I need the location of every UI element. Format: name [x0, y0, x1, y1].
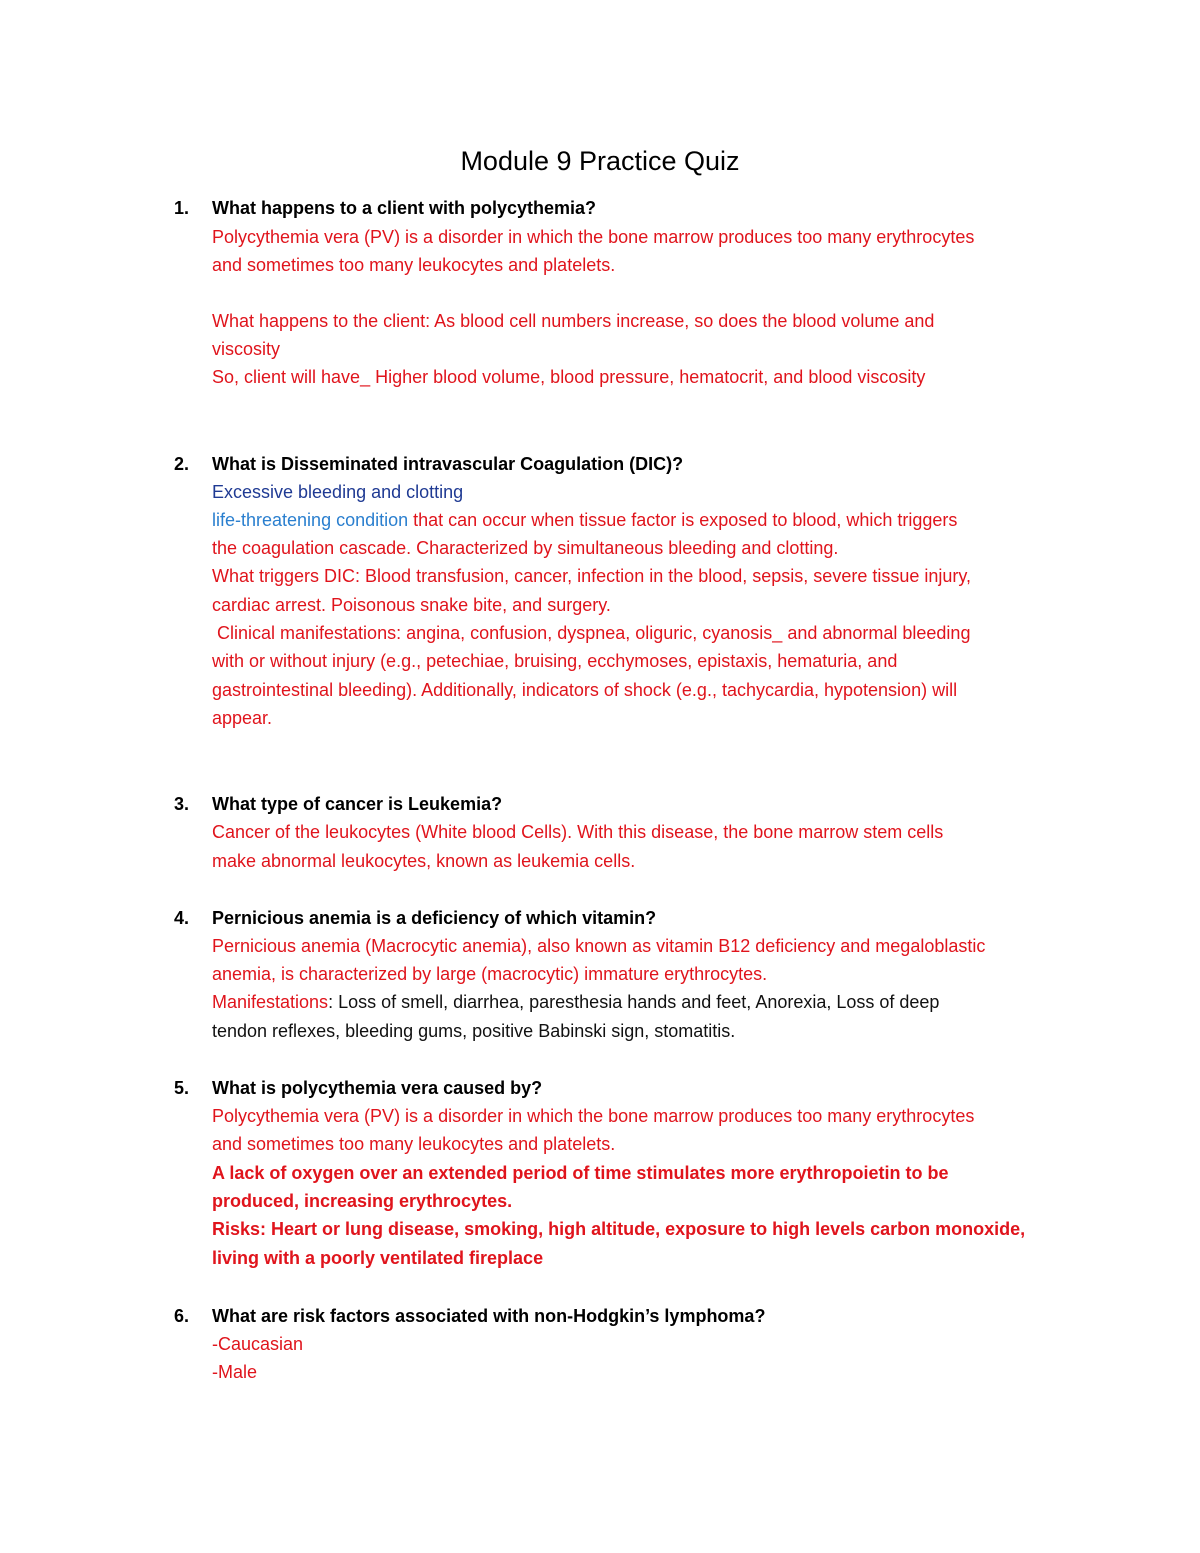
question-text: What are risk factors associated with non-Hodgkin’s lymphoma? [212, 1306, 766, 1326]
answer-line: Cancer of the leukocytes (White blood Cells). With this disease, the bone marrow stem cells [212, 822, 944, 842]
answer-line: A lack of oxygen over an extended period of time stimulates more erythropoietin to be [212, 1163, 949, 1183]
question-text: What is polycythemia vera caused by? [212, 1078, 543, 1098]
answer-line: with or without injury (e.g., petechiae, bruising, ecchymoses, epistaxis, hematuria, and [212, 651, 898, 671]
answer-continuation: : Loss of smell, diarrhea, paresthesia hands and feet, Anorexia, Loss of deep [328, 992, 940, 1012]
answer-label: Manifestations [212, 992, 329, 1012]
answer-continuation: that can occur when tissue factor is exposed to blood, which triggers [408, 510, 958, 530]
answer-line: Pernicious anemia (Macrocytic anemia), also known as vitamin B12 deficiency and megaloblastic [212, 936, 986, 956]
question-text: What happens to a client with polycythemia? [212, 198, 597, 218]
answer-line: -Caucasian [212, 1334, 304, 1354]
answer-line-mixed [212, 506, 1112, 534]
answer-line: What happens to the client: As blood cell numbers increase, so does the blood volume and [212, 311, 935, 331]
question-number: 6. [174, 1306, 190, 1326]
answer-line: appear. [212, 708, 273, 728]
answer-line: viscosity [212, 339, 281, 359]
answer-line: the coagulation cascade. Characterized by simultaneous bleeding and clotting. [212, 538, 839, 558]
answer-line: Polycythemia vera (PV) is a disorder in which the bone marrow produces too many erythrocytes [212, 1106, 975, 1126]
page-title: Module 9 Practice Quiz [460, 146, 740, 176]
answer-line: and sometimes too many leukocytes and platelets. [212, 1134, 616, 1154]
answer-line: produced, increasing erythrocytes. [212, 1191, 513, 1211]
question-number: 3. [174, 794, 190, 814]
answer-line: What triggers DIC: Blood transfusion, cancer, infection in the blood, sepsis, severe tissue injury, [212, 566, 972, 586]
answer-line: Excessive bleeding and clotting [212, 482, 464, 502]
answer-line: living with a poorly ventilated fireplace [212, 1248, 544, 1268]
answer-line: So, client will have_ Higher blood volume, blood pressure, hematocrit, and blood viscosity [212, 367, 926, 387]
question-text: What is Disseminated intravascular Coagulation (DIC)? [212, 454, 684, 474]
question-number: 4. [174, 908, 190, 928]
answer-line: gastrointestinal bleeding). Additionally, indicators of shock (e.g., tachycardia, hypotension) will [212, 680, 958, 700]
answer-line-mixed [212, 988, 1112, 1016]
answer-line: cardiac arrest. Poisonous snake bite, and surgery. [212, 595, 611, 615]
answer-line: make abnormal leukocytes, known as leukemia cells. [212, 851, 636, 871]
answer-line: anemia, is characterized by large (macrocytic) immature erythrocytes. [212, 964, 768, 984]
question-number: 5. [174, 1078, 190, 1098]
question-text: What type of cancer is Leukemia? [212, 794, 503, 814]
answer-line: Risks: Heart or lung disease, smoking, high altitude, exposure to high levels carbon monoxide, [212, 1219, 1026, 1239]
question-number: 2. [174, 454, 190, 474]
answer-line: tendon reflexes, bleeding gums, positive Babinski sign, stomatitis. [212, 1021, 736, 1041]
answer-line: Clinical manifestations: angina, confusion, dyspnea, oliguric, cyanosis_ and abnormal bleeding [212, 623, 971, 643]
answer-line: -Male [212, 1362, 258, 1382]
answer-line: and sometimes too many leukocytes and platelets. [212, 255, 616, 275]
question-number: 1. [174, 198, 190, 218]
answer-line: Polycythemia vera (PV) is a disorder in which the bone marrow produces too many erythrocytes [212, 227, 975, 247]
answer-highlight: life-threatening condition [212, 510, 409, 530]
question-text: Pernicious anemia is a deficiency of which vitamin? [212, 908, 657, 928]
